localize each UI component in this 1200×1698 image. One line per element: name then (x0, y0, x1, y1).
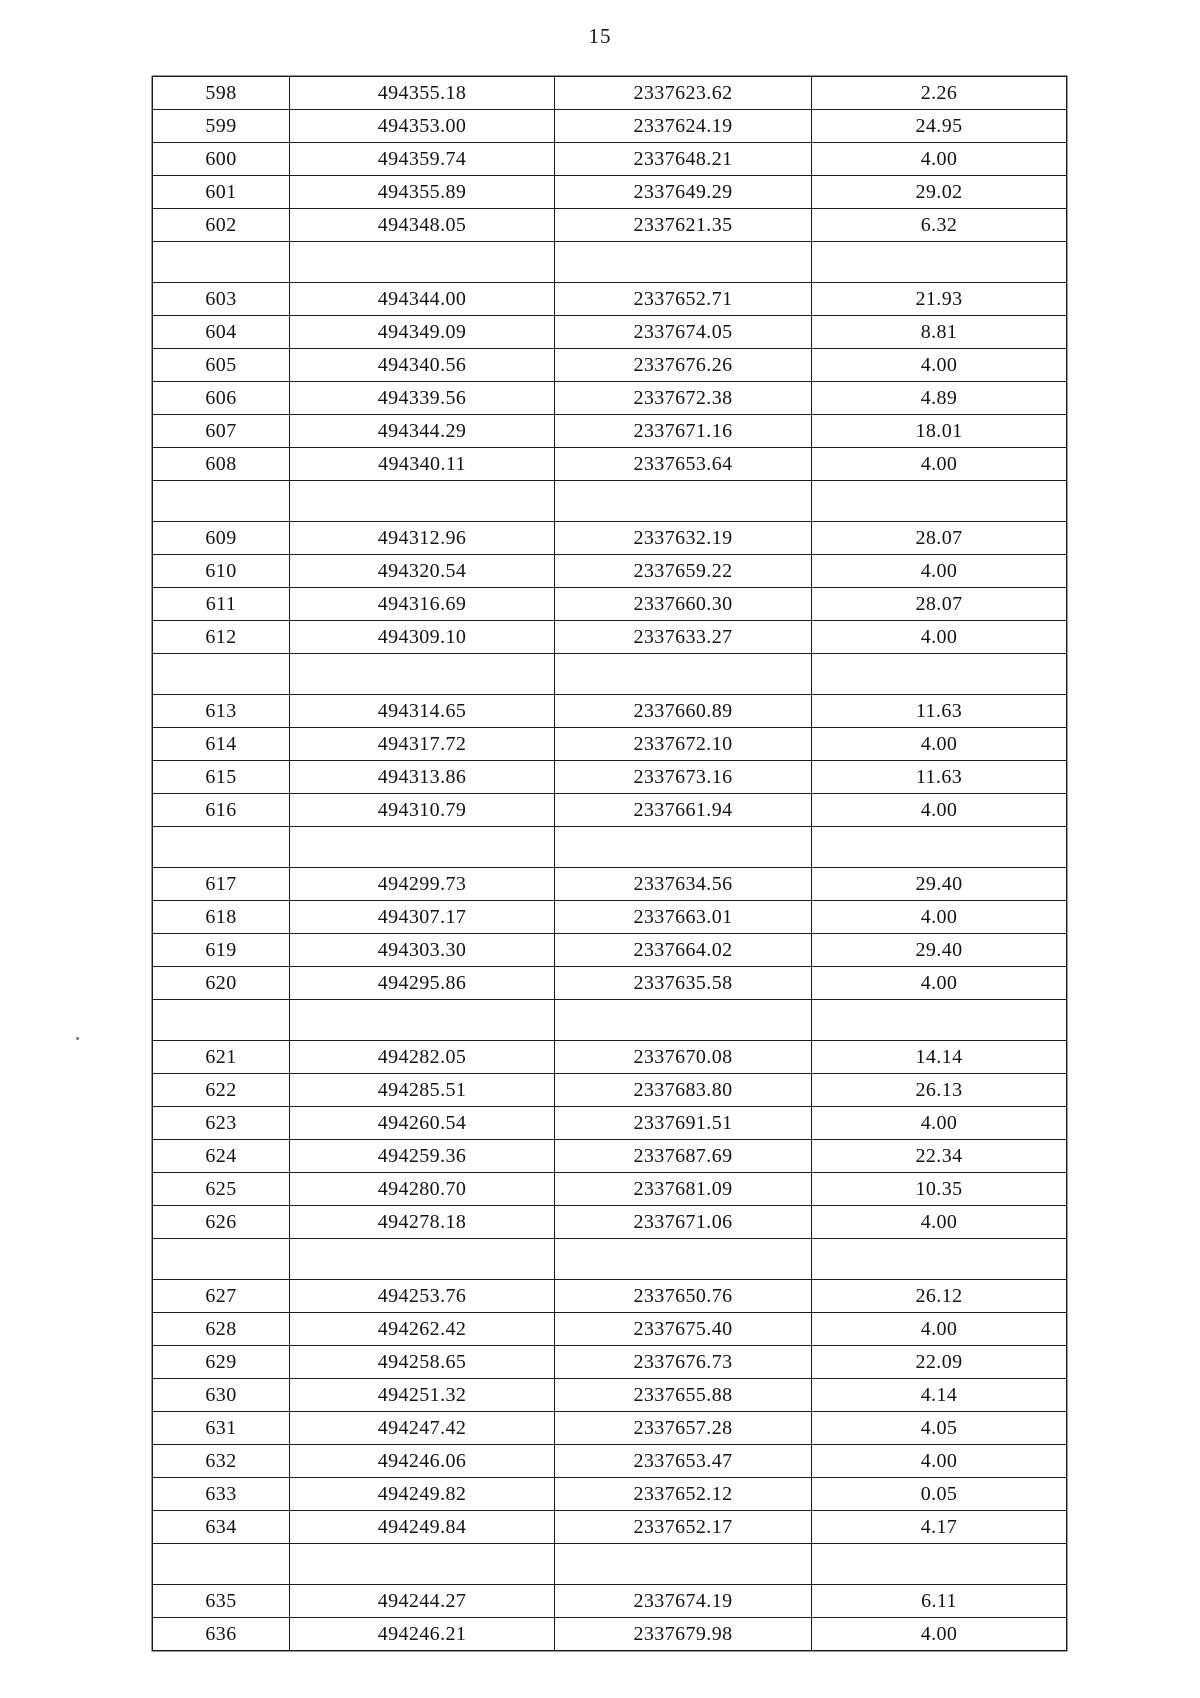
table-cell-point-id: 616 (153, 794, 290, 827)
table-cell-point-id: 612 (153, 621, 290, 654)
table-row (153, 1107, 1067, 1140)
spacer-row (153, 827, 1067, 868)
table-cell-easting: 494314.65 (290, 695, 555, 728)
table-cell-value: 4.00 (812, 621, 1067, 654)
table-cell-northing: 2337679.98 (555, 1618, 812, 1651)
spacer-cell (290, 1239, 555, 1280)
table-cell-point-id: 601 (153, 176, 290, 209)
table-cell-easting: 494246.06 (290, 1445, 555, 1478)
table-cell-northing: 2337634.56 (555, 868, 812, 901)
table-cell-northing: 2337683.80 (555, 1074, 812, 1107)
table-cell-value: 4.00 (812, 143, 1067, 176)
table-cell-northing: 2337674.05 (555, 316, 812, 349)
table-cell-northing: 2337624.19 (555, 110, 812, 143)
table-row (153, 1313, 1067, 1346)
table-row (153, 1379, 1067, 1412)
spacer-cell (812, 242, 1067, 283)
table-body (153, 77, 1067, 1651)
table-cell-easting: 494299.73 (290, 868, 555, 901)
table-row (153, 415, 1067, 448)
table-cell-value: 21.93 (812, 283, 1067, 316)
table-cell-value: 4.00 (812, 448, 1067, 481)
table-cell-northing: 2337633.27 (555, 621, 812, 654)
table-cell-easting: 494303.30 (290, 934, 555, 967)
spacer-row (153, 1000, 1067, 1041)
table-cell-northing: 2337661.94 (555, 794, 812, 827)
table-cell-value: 22.34 (812, 1140, 1067, 1173)
table-cell-point-id: 599 (153, 110, 290, 143)
table-cell-easting: 494339.56 (290, 382, 555, 415)
table-row (153, 621, 1067, 654)
table-cell-northing: 2337653.64 (555, 448, 812, 481)
spacer-cell (555, 481, 812, 522)
table-cell-point-id: 634 (153, 1511, 290, 1544)
table-cell-point-id: 618 (153, 901, 290, 934)
table-cell-northing: 2337674.19 (555, 1585, 812, 1618)
table-cell-point-id: 624 (153, 1140, 290, 1173)
spacer-cell (812, 654, 1067, 695)
table-row (153, 967, 1067, 1000)
table-cell-northing: 2337687.69 (555, 1140, 812, 1173)
table-cell-easting: 494307.17 (290, 901, 555, 934)
table-cell-point-id: 604 (153, 316, 290, 349)
table-cell-northing: 2337675.40 (555, 1313, 812, 1346)
table-cell-easting: 494353.00 (290, 110, 555, 143)
table-cell-value: 29.40 (812, 934, 1067, 967)
table-cell-value: 18.01 (812, 415, 1067, 448)
table-cell-northing: 2337652.17 (555, 1511, 812, 1544)
table-cell-northing: 2337652.71 (555, 283, 812, 316)
table-row (153, 176, 1067, 209)
table-row (153, 1140, 1067, 1173)
table-cell-easting: 494260.54 (290, 1107, 555, 1140)
table-row (153, 555, 1067, 588)
table-cell-point-id: 621 (153, 1041, 290, 1074)
table-cell-point-id: 632 (153, 1445, 290, 1478)
table-cell-northing: 2337652.12 (555, 1478, 812, 1511)
table-cell-easting: 494313.86 (290, 761, 555, 794)
table-row (153, 77, 1067, 110)
table-cell-point-id: 611 (153, 588, 290, 621)
spacer-cell (555, 1000, 812, 1041)
table-cell-value: 29.02 (812, 176, 1067, 209)
table-cell-point-id: 607 (153, 415, 290, 448)
table-cell-easting: 494246.21 (290, 1618, 555, 1651)
table-cell-northing: 2337673.16 (555, 761, 812, 794)
table-cell-easting: 494249.84 (290, 1511, 555, 1544)
table-cell-value: 4.17 (812, 1511, 1067, 1544)
table-cell-easting: 494355.18 (290, 77, 555, 110)
table-cell-northing: 2337691.51 (555, 1107, 812, 1140)
table-cell-point-id: 623 (153, 1107, 290, 1140)
table-cell-easting: 494355.89 (290, 176, 555, 209)
table-cell-point-id: 635 (153, 1585, 290, 1618)
table-cell-value: 4.05 (812, 1412, 1067, 1445)
table-row (153, 1478, 1067, 1511)
table-cell-northing: 2337676.26 (555, 349, 812, 382)
spacer-cell (555, 827, 812, 868)
table-cell-point-id: 606 (153, 382, 290, 415)
table-cell-northing: 2337671.16 (555, 415, 812, 448)
spacer-cell (812, 481, 1067, 522)
table-cell-northing: 2337653.47 (555, 1445, 812, 1478)
table-cell-point-id: 628 (153, 1313, 290, 1346)
table-cell-easting: 494249.82 (290, 1478, 555, 1511)
table-cell-value: 24.95 (812, 110, 1067, 143)
table-row (153, 695, 1067, 728)
table-cell-northing: 2337659.22 (555, 555, 812, 588)
table-cell-easting: 494309.10 (290, 621, 555, 654)
table-cell-value: 4.00 (812, 1618, 1067, 1651)
table-cell-point-id: 620 (153, 967, 290, 1000)
spacer-cell (153, 827, 290, 868)
table-cell-value: 2.26 (812, 77, 1067, 110)
table-row (153, 110, 1067, 143)
table-row (153, 1412, 1067, 1445)
table-cell-value: 11.63 (812, 695, 1067, 728)
table-cell-easting: 494251.32 (290, 1379, 555, 1412)
table-cell-northing: 2337671.06 (555, 1206, 812, 1239)
table-cell-easting: 494320.54 (290, 555, 555, 588)
table-cell-value: 4.00 (812, 967, 1067, 1000)
table-cell-northing: 2337681.09 (555, 1173, 812, 1206)
spacer-cell (290, 1000, 555, 1041)
table-cell-point-id: 600 (153, 143, 290, 176)
table-row (153, 522, 1067, 555)
table-row (153, 1511, 1067, 1544)
table-cell-value: 28.07 (812, 588, 1067, 621)
table-cell-value: 4.89 (812, 382, 1067, 415)
table-row (153, 448, 1067, 481)
spacer-cell (555, 242, 812, 283)
spacer-cell (290, 827, 555, 868)
spacer-row (153, 481, 1067, 522)
table-row (153, 761, 1067, 794)
table-cell-point-id: 619 (153, 934, 290, 967)
table-cell-northing: 2337672.38 (555, 382, 812, 415)
table-cell-easting: 494344.29 (290, 415, 555, 448)
table-cell-northing: 2337660.89 (555, 695, 812, 728)
table-cell-point-id: 613 (153, 695, 290, 728)
table-cell-value: 26.13 (812, 1074, 1067, 1107)
table-cell-point-id: 610 (153, 555, 290, 588)
spacer-cell (555, 654, 812, 695)
table-row (153, 1074, 1067, 1107)
spacer-cell (812, 1544, 1067, 1585)
table-cell-easting: 494340.11 (290, 448, 555, 481)
table-cell-value: 14.14 (812, 1041, 1067, 1074)
table-cell-northing: 2337650.76 (555, 1280, 812, 1313)
table-cell-easting: 494316.69 (290, 588, 555, 621)
table-cell-point-id: 614 (153, 728, 290, 761)
table-cell-point-id: 617 (153, 868, 290, 901)
table-cell-point-id: 622 (153, 1074, 290, 1107)
table-cell-point-id: 615 (153, 761, 290, 794)
table-cell-easting: 494244.27 (290, 1585, 555, 1618)
table-cell-point-id: 608 (153, 448, 290, 481)
table-row (153, 1280, 1067, 1313)
spacer-cell (290, 1544, 555, 1585)
table-cell-point-id: 598 (153, 77, 290, 110)
table-cell-easting: 494310.79 (290, 794, 555, 827)
table-cell-value: 28.07 (812, 522, 1067, 555)
table-cell-point-id: 631 (153, 1412, 290, 1445)
table-cell-point-id: 609 (153, 522, 290, 555)
table-cell-easting: 494278.18 (290, 1206, 555, 1239)
table-row (153, 283, 1067, 316)
table-cell-point-id: 629 (153, 1346, 290, 1379)
spacer-row (153, 654, 1067, 695)
table-cell-value: 4.00 (812, 1313, 1067, 1346)
table-cell-value: 4.00 (812, 349, 1067, 382)
table-cell-value: 4.00 (812, 728, 1067, 761)
table-cell-point-id: 603 (153, 283, 290, 316)
spacer-cell (290, 654, 555, 695)
table-row (153, 316, 1067, 349)
table-row (153, 349, 1067, 382)
table-cell-northing: 2337670.08 (555, 1041, 812, 1074)
table-cell-northing: 2337660.30 (555, 588, 812, 621)
table-cell-value: 4.00 (812, 555, 1067, 588)
table-cell-easting: 494247.42 (290, 1412, 555, 1445)
table-cell-easting: 494295.86 (290, 967, 555, 1000)
table-cell-point-id: 605 (153, 349, 290, 382)
table-cell-northing: 2337676.73 (555, 1346, 812, 1379)
spacer-cell (812, 1239, 1067, 1280)
spacer-cell (153, 1000, 290, 1041)
table-cell-value: 4.00 (812, 794, 1067, 827)
scan-artifact-dot (76, 1037, 79, 1040)
table-cell-easting: 494312.96 (290, 522, 555, 555)
table-cell-easting: 494262.42 (290, 1313, 555, 1346)
table-row (153, 1445, 1067, 1478)
table-cell-value: 11.63 (812, 761, 1067, 794)
spacer-cell (153, 654, 290, 695)
spacer-cell (153, 481, 290, 522)
table-cell-northing: 2337663.01 (555, 901, 812, 934)
table-cell-point-id: 630 (153, 1379, 290, 1412)
table-row (153, 143, 1067, 176)
table-cell-easting: 494282.05 (290, 1041, 555, 1074)
table-cell-value: 8.81 (812, 316, 1067, 349)
table-row (153, 901, 1067, 934)
page-number: 15 (588, 24, 612, 48)
table-cell-easting: 494348.05 (290, 209, 555, 242)
table-cell-easting: 494340.56 (290, 349, 555, 382)
table-cell-point-id: 626 (153, 1206, 290, 1239)
table-cell-easting: 494258.65 (290, 1346, 555, 1379)
table-cell-northing: 2337672.10 (555, 728, 812, 761)
table-cell-northing: 2337657.28 (555, 1412, 812, 1445)
spacer-cell (290, 481, 555, 522)
table-cell-easting: 494344.00 (290, 283, 555, 316)
table-row (153, 868, 1067, 901)
table-row (153, 934, 1067, 967)
table-cell-value: 4.00 (812, 1107, 1067, 1140)
spacer-cell (812, 1000, 1067, 1041)
table-cell-easting: 494317.72 (290, 728, 555, 761)
table-cell-point-id: 602 (153, 209, 290, 242)
spacer-cell (812, 827, 1067, 868)
table-cell-northing: 2337632.19 (555, 522, 812, 555)
table-cell-easting: 494259.36 (290, 1140, 555, 1173)
spacer-row (153, 1239, 1067, 1280)
table-cell-point-id: 636 (153, 1618, 290, 1651)
survey-points-table (152, 76, 1067, 1651)
table-row (153, 794, 1067, 827)
table-cell-value: 4.00 (812, 1445, 1067, 1478)
table-cell-value: 4.00 (812, 1206, 1067, 1239)
table-row (153, 1346, 1067, 1379)
table-row (153, 728, 1067, 761)
table-cell-value: 29.40 (812, 868, 1067, 901)
spacer-row (153, 242, 1067, 283)
table-row (153, 1206, 1067, 1239)
table-cell-northing: 2337648.21 (555, 143, 812, 176)
spacer-cell (153, 242, 290, 283)
table-row (153, 382, 1067, 415)
table-cell-northing: 2337635.58 (555, 967, 812, 1000)
table-cell-northing: 2337621.35 (555, 209, 812, 242)
table-cell-value: 26.12 (812, 1280, 1067, 1313)
table-row (153, 209, 1067, 242)
table-cell-easting: 494285.51 (290, 1074, 555, 1107)
table-cell-value: 6.11 (812, 1585, 1067, 1618)
table-cell-point-id: 627 (153, 1280, 290, 1313)
table-cell-point-id: 625 (153, 1173, 290, 1206)
table-cell-northing: 2337655.88 (555, 1379, 812, 1412)
table-cell-value: 0.05 (812, 1478, 1067, 1511)
spacer-cell (555, 1239, 812, 1280)
table-cell-easting: 494349.09 (290, 316, 555, 349)
table-row (153, 1041, 1067, 1074)
table-cell-northing: 2337649.29 (555, 176, 812, 209)
table-cell-value: 6.32 (812, 209, 1067, 242)
spacer-row (153, 1544, 1067, 1585)
table-cell-northing: 2337664.02 (555, 934, 812, 967)
table-cell-easting: 494359.74 (290, 143, 555, 176)
spacer-cell (153, 1239, 290, 1280)
table-cell-value: 4.14 (812, 1379, 1067, 1412)
table-cell-easting: 494253.76 (290, 1280, 555, 1313)
table-row (153, 1618, 1067, 1651)
table-cell-point-id: 633 (153, 1478, 290, 1511)
spacer-cell (555, 1544, 812, 1585)
spacer-cell (153, 1544, 290, 1585)
table-row (153, 588, 1067, 621)
table-row (153, 1173, 1067, 1206)
table-cell-value: 4.00 (812, 901, 1067, 934)
table-cell-value: 22.09 (812, 1346, 1067, 1379)
table-cell-value: 10.35 (812, 1173, 1067, 1206)
spacer-cell (290, 242, 555, 283)
table-cell-easting: 494280.70 (290, 1173, 555, 1206)
table-cell-northing: 2337623.62 (555, 77, 812, 110)
table-row (153, 1585, 1067, 1618)
